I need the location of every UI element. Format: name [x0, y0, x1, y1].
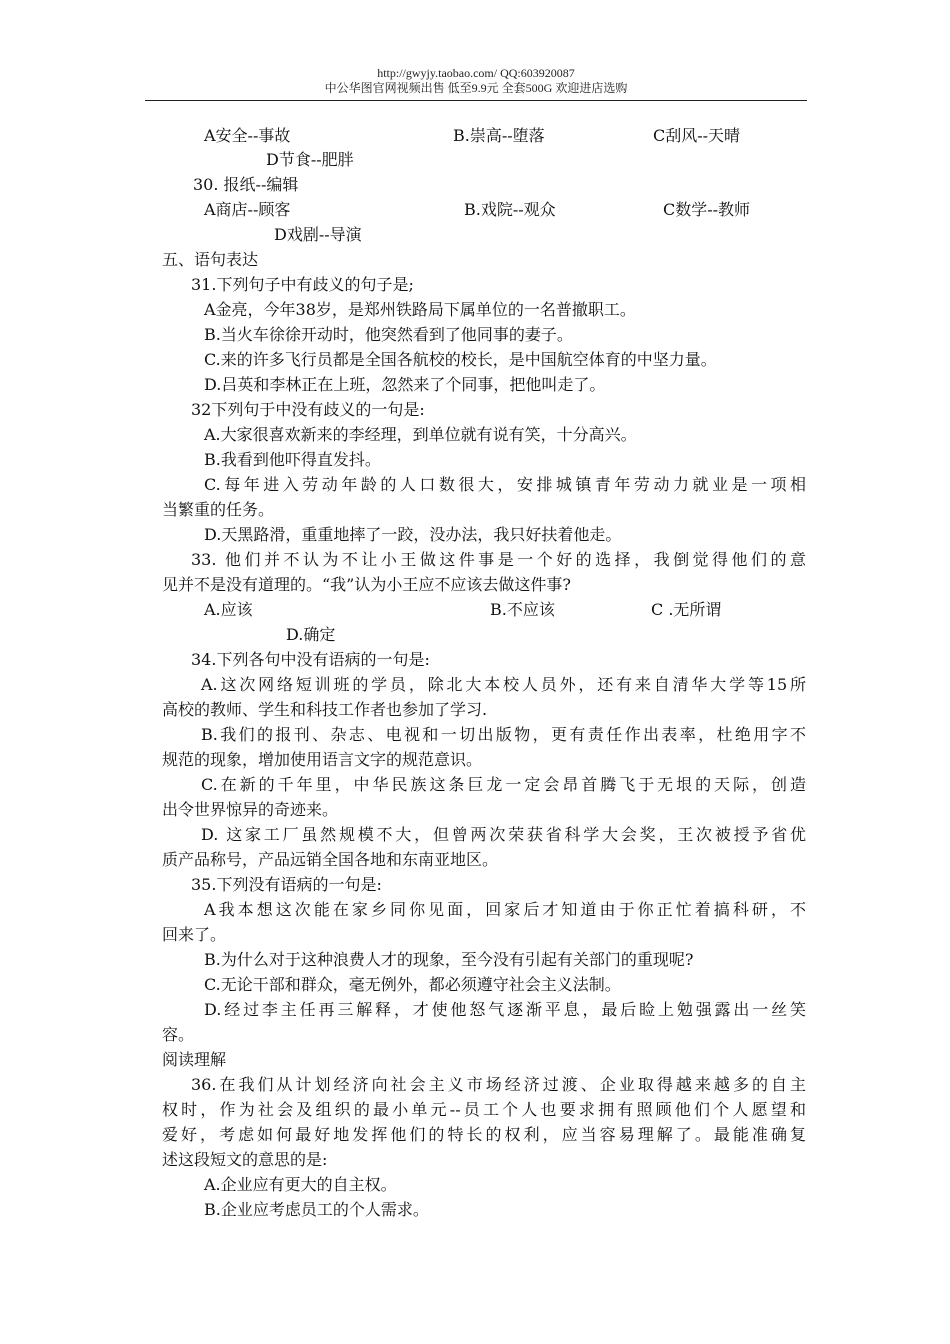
q31-stem: 31.下列句子中有歧义的句子是;	[191, 275, 414, 294]
q33-option-b: B.不应该	[490, 600, 555, 619]
q30-option-d: D戏剧--导演	[274, 225, 362, 244]
q36-option-b: B.企业应考虑员工的个人需求。	[204, 1200, 429, 1219]
q30-option-c: C数学--教师	[663, 200, 751, 219]
q35-option-a-cont: 回来了。	[162, 925, 227, 944]
q32-stem: 32下列句于中没有歧义的一句是:	[191, 400, 425, 419]
q31-option-c: C.来的许多飞行员都是全国各航校的校长，是中国航空体育的中坚力量。	[204, 350, 717, 369]
q35-option-b: B.为什么对于这种浪费人才的现象，至今没有引起有关部门的重现呢?	[204, 950, 694, 969]
q29-option-c: C刮风--天晴	[653, 126, 741, 145]
q31-option-b: B.当火车徐徐开动时，他突然看到了他同事的妻子。	[204, 325, 573, 344]
q29-option-a: A安全--事故	[204, 126, 291, 145]
q34-stem: 34.下列各句中没有语病的一句是:	[191, 650, 430, 669]
q31-option-a: A金亮，今年38岁，是郑州铁路局下属单位的一名普撤职工。	[204, 300, 636, 319]
q35-option-d: D.经过李主任再三解释，才使他怒气逐渐平息，最后睑上勉强露出一丝笑	[204, 1000, 806, 1019]
page-header	[145, 66, 807, 96]
q34-option-a-cont: 高校的教师、学生和科技工作者也参加了学习.	[162, 700, 488, 719]
reading-section-title: 阅读理解	[162, 1050, 227, 1069]
q34-option-d-cont: 质产品称号，产品远销全国各地和东南亚地区。	[162, 850, 499, 869]
q32-option-d: D.天黑路滑，重重地摔了一跤，没办法，我只好扶着他走。	[204, 525, 622, 544]
q29-option-b: B.崇高--堕落	[453, 126, 545, 145]
q32-option-c: C.每年进入劳动年龄的人口数很大，安排城镇青年劳动力就业是一项相	[204, 475, 806, 494]
q36-stem-cont-2: 爱好，考虑如何最好地发挥他们的特长的权利，应当容易理解了。最能准确复	[162, 1125, 806, 1144]
q36-stem: 36.在我们从计划经济向社会主义市场经济过渡、企业取得越来越多的自主	[191, 1075, 806, 1094]
q34-option-a: A.这次网络短训班的学员，除北大本校人员外，还有来自清华大学等15所	[201, 675, 806, 694]
q34-option-b: B.我们的报刊、杂志、电视和一切出版物，更有责任作出表率，杜绝用字不	[201, 725, 806, 744]
q33-option-d: D.确定	[286, 625, 336, 644]
q34-option-d: D. 这家工厂虽然规模不大，但曾两次荣获省科学大会奖，王次被授予省优	[201, 825, 806, 844]
q35-option-d-cont: 容。	[162, 1025, 195, 1044]
header-url-line: http://gwyjy.taobao.com/ QQ:603920087	[377, 66, 575, 80]
q33-option-a: A.应该	[204, 600, 253, 619]
q36-option-a: A.企业应有更大的自主权。	[204, 1175, 397, 1194]
header-divider	[145, 100, 807, 101]
q33-stem-cont: 见并不是没有道理的。“我”认为小王应不应该去做这件事?	[162, 575, 571, 594]
q29-option-d: D节食--肥胖	[266, 150, 354, 169]
q35-option-c: C.无论干部和群众，毫无例外，都必须遵守社会主义法制。	[204, 975, 621, 994]
q33-option-c: C .无所谓	[651, 600, 722, 619]
q35-option-a: A我本想这次能在家乡同你见面，回家后才知道由于你正忙着搞科研，不	[204, 900, 806, 919]
section-title: 五、语句表达	[162, 250, 259, 269]
q34-option-c: C.在新的千年里，中华民族这条巨龙一定会昂首腾飞于无垠的天际，创造	[201, 775, 806, 794]
q32-option-a: A.大家很喜欢新来的李经理，到单位就有说有笑，十分高兴。	[204, 425, 637, 444]
header-ad-line: 中公华图官网视频出售 低至9.9元 全套500G 欢迎进店选购	[324, 81, 628, 95]
q30-option-b: B.戏院--观众	[464, 200, 556, 219]
q35-stem: 35.下列没有语病的一句是:	[191, 875, 382, 894]
q30-option-a: A商店--顾客	[204, 200, 291, 219]
q36-stem-cont-3: 述这段短文的意思的是:	[162, 1150, 328, 1169]
q32-option-b: B.我看到他吓得直发抖。	[204, 450, 381, 469]
q36-stem-cont-1: 权时，作为社会及组织的最小单元--员工个人也要求拥有照顾他们个人愿望和	[162, 1100, 806, 1119]
q33-stem: 33. 他们并不认为不让小王做这件事是一个好的选择，我倒觉得他们的意	[191, 550, 806, 569]
q34-option-c-cont: 出令世界惊异的奇迹来。	[162, 800, 339, 819]
q34-option-b-cont: 规范的现象，增加使用语言文字的规范意识。	[162, 750, 483, 769]
q31-option-d: D.吕英和李林正在上班，忽然来了个同事，把他叫走了。	[204, 375, 606, 394]
q30-stem: 30. 报纸--编辑	[193, 175, 299, 194]
q32-option-c-cont: 当繁重的任务。	[162, 500, 275, 519]
